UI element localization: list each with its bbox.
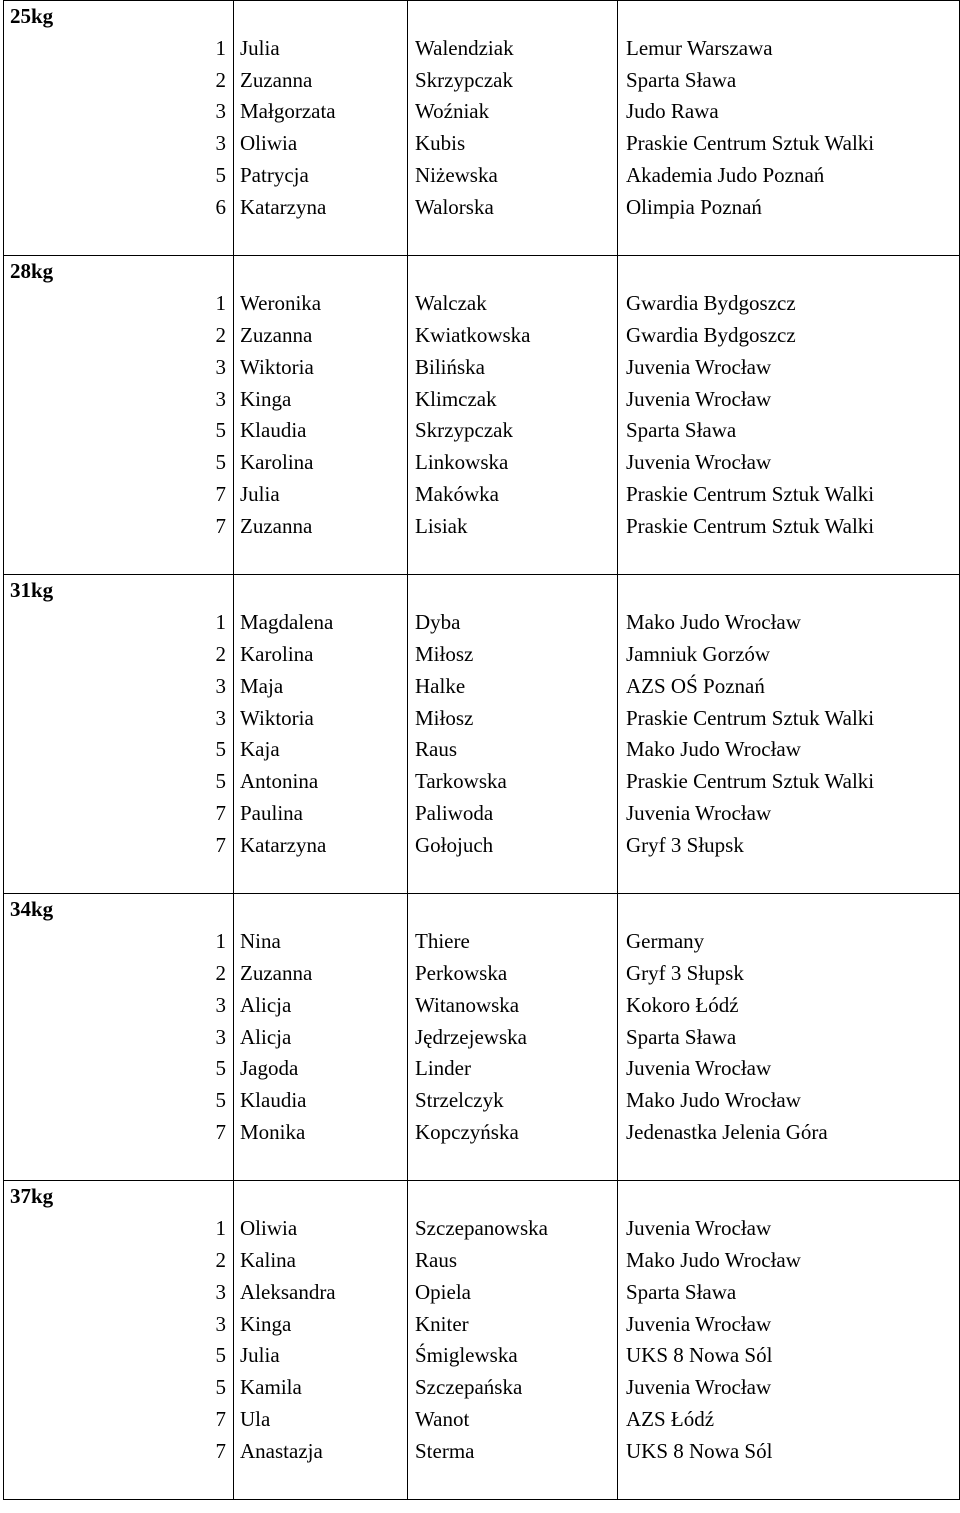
last-name: Perkowska [408, 958, 618, 990]
place-number: 5 [215, 737, 226, 762]
club-name: Mako Judo Wrocław [618, 607, 960, 639]
place-number: 1 [215, 610, 226, 635]
results-table [3, 0, 960, 1500]
club-name: Praskie Centrum Sztuk Walki [618, 128, 960, 160]
place-number: 3 [215, 1024, 226, 1049]
first-name: Katarzyna [234, 192, 408, 224]
result-row [4, 1022, 960, 1054]
category-header-row [4, 894, 960, 926]
last-name: Raus [408, 1245, 618, 1277]
category-header-row [4, 256, 960, 288]
category-spacer-row [4, 862, 960, 894]
empty-cell [4, 1149, 234, 1181]
first-name: Aleksandra [234, 1277, 408, 1309]
first-name: Kalina [234, 1245, 408, 1277]
first-name: Klaudia [234, 1085, 408, 1117]
place-cell [4, 65, 234, 97]
place-cell [4, 1053, 234, 1085]
result-row [4, 479, 960, 511]
first-name: Julia [234, 479, 408, 511]
result-row [4, 958, 960, 990]
empty-cell [618, 1149, 960, 1181]
last-name: Lisiak [408, 511, 618, 543]
first-name: Wiktoria [234, 352, 408, 384]
first-name: Jagoda [234, 1053, 408, 1085]
result-row [4, 607, 960, 639]
last-name: Bilińska [408, 352, 618, 384]
first-name: Julia [234, 33, 408, 65]
place-cell [4, 1340, 234, 1372]
place-number: 1 [215, 35, 226, 60]
last-name: Makówka [408, 479, 618, 511]
last-name: Kniter [408, 1309, 618, 1341]
place-number: 3 [215, 1279, 226, 1304]
empty-cell [234, 1468, 408, 1500]
result-row [4, 1117, 960, 1149]
club-name: Akademia Judo Poznań [618, 160, 960, 192]
club-name: Praskie Centrum Sztuk Walki [618, 766, 960, 798]
empty-cell [234, 256, 408, 288]
club-name: Praskie Centrum Sztuk Walki [618, 479, 960, 511]
last-name: Kubis [408, 128, 618, 160]
result-row [4, 766, 960, 798]
result-row [4, 1245, 960, 1277]
place-cell [4, 447, 234, 479]
place-cell [4, 1117, 234, 1149]
place-cell [4, 288, 234, 320]
club-name: Sparta Sława [618, 415, 960, 447]
first-name: Monika [234, 1117, 408, 1149]
place-number: 5 [215, 1056, 226, 1081]
last-name: Klimczak [408, 384, 618, 416]
place-number: 3 [215, 705, 226, 730]
empty-cell [618, 256, 960, 288]
place-number: 3 [215, 131, 226, 156]
last-name: Opiela [408, 1277, 618, 1309]
club-name: Sparta Sława [618, 65, 960, 97]
result-row [4, 926, 960, 958]
place-cell [4, 1277, 234, 1309]
place-number: 1 [215, 1216, 226, 1241]
club-name: AZS OŚ Poznań [618, 671, 960, 703]
result-row [4, 1404, 960, 1436]
club-name: Juvenia Wrocław [618, 1309, 960, 1341]
empty-cell [408, 1149, 618, 1181]
last-name: Szczepańska [408, 1372, 618, 1404]
club-name: UKS 8 Nowa Sól [618, 1340, 960, 1372]
result-row [4, 33, 960, 65]
empty-cell [408, 575, 618, 607]
result-row [4, 703, 960, 735]
empty-cell [408, 1181, 618, 1213]
club-name: Sparta Sława [618, 1022, 960, 1054]
last-name: Woźniak [408, 96, 618, 128]
place-number: 3 [215, 354, 226, 379]
place-number: 6 [215, 194, 226, 219]
empty-cell [408, 256, 618, 288]
result-row [4, 65, 960, 97]
empty-cell [408, 543, 618, 575]
place-number: 3 [215, 99, 226, 124]
place-cell [4, 128, 234, 160]
club-name: Kokoro Łódź [618, 990, 960, 1022]
place-number: 2 [215, 322, 226, 347]
empty-cell [618, 575, 960, 607]
result-row [4, 128, 960, 160]
place-number: 7 [215, 513, 226, 538]
place-number: 5 [215, 450, 226, 475]
result-row [4, 1372, 960, 1404]
empty-cell [4, 224, 234, 256]
first-name: Alicja [234, 1022, 408, 1054]
result-row [4, 1053, 960, 1085]
first-name: Maja [234, 671, 408, 703]
first-name: Antonina [234, 766, 408, 798]
result-row [4, 1309, 960, 1341]
empty-cell [234, 1181, 408, 1213]
last-name: Walendziak [408, 33, 618, 65]
place-cell [4, 703, 234, 735]
place-number: 7 [215, 800, 226, 825]
first-name: Magdalena [234, 607, 408, 639]
last-name: Miłosz [408, 703, 618, 735]
last-name: Miłosz [408, 639, 618, 671]
first-name: Zuzanna [234, 958, 408, 990]
last-name: Niżewska [408, 160, 618, 192]
last-name: Wanot [408, 1404, 618, 1436]
place-cell [4, 671, 234, 703]
place-cell [4, 415, 234, 447]
category-spacer-row [4, 1149, 960, 1181]
club-name: Juvenia Wrocław [618, 1372, 960, 1404]
last-name: Linder [408, 1053, 618, 1085]
club-name: Juvenia Wrocław [618, 447, 960, 479]
place-cell [4, 1372, 234, 1404]
place-number: 2 [215, 641, 226, 666]
place-cell [4, 160, 234, 192]
club-name: Olimpia Poznań [618, 192, 960, 224]
category-label: 34kg [4, 894, 234, 926]
empty-cell [234, 894, 408, 926]
result-row [4, 990, 960, 1022]
result-row [4, 734, 960, 766]
last-name: Gołojuch [408, 830, 618, 862]
result-row [4, 1436, 960, 1468]
place-number: 5 [215, 1343, 226, 1368]
club-name: Jedenastka Jelenia Góra [618, 1117, 960, 1149]
results-table-body [4, 1, 960, 1500]
empty-cell [618, 1181, 960, 1213]
place-cell [4, 639, 234, 671]
first-name: Alicja [234, 990, 408, 1022]
place-number: 2 [215, 1248, 226, 1273]
result-row [4, 384, 960, 416]
first-name: Ula [234, 1404, 408, 1436]
result-row [4, 1340, 960, 1372]
last-name: Paliwoda [408, 798, 618, 830]
result-row [4, 511, 960, 543]
place-cell [4, 734, 234, 766]
category-header-row [4, 1181, 960, 1213]
result-row [4, 288, 960, 320]
place-number: 1 [215, 291, 226, 316]
club-name: Gryf 3 Słupsk [618, 830, 960, 862]
club-name: Judo Rawa [618, 96, 960, 128]
empty-cell [4, 862, 234, 894]
first-name: Kinga [234, 384, 408, 416]
last-name: Skrzypczak [408, 65, 618, 97]
place-cell [4, 384, 234, 416]
result-row [4, 1277, 960, 1309]
last-name: Dyba [408, 607, 618, 639]
empty-cell [4, 543, 234, 575]
empty-cell [234, 224, 408, 256]
place-number: 7 [215, 832, 226, 857]
club-name: Juvenia Wrocław [618, 798, 960, 830]
club-name: Praskie Centrum Sztuk Walki [618, 703, 960, 735]
club-name: Juvenia Wrocław [618, 1213, 960, 1245]
result-row [4, 352, 960, 384]
first-name: Kaja [234, 734, 408, 766]
club-name: Mako Judo Wrocław [618, 1245, 960, 1277]
last-name: Skrzypczak [408, 415, 618, 447]
first-name: Oliwia [234, 1213, 408, 1245]
place-number: 7 [215, 1119, 226, 1144]
place-cell [4, 990, 234, 1022]
club-name: Lemur Warszawa [618, 33, 960, 65]
last-name: Tarkowska [408, 766, 618, 798]
first-name: Katarzyna [234, 830, 408, 862]
club-name: UKS 8 Nowa Sól [618, 1436, 960, 1468]
empty-cell [408, 862, 618, 894]
category-label: 28kg [4, 256, 234, 288]
empty-cell [618, 224, 960, 256]
result-row [4, 320, 960, 352]
result-row [4, 160, 960, 192]
club-name: Sparta Sława [618, 1277, 960, 1309]
place-cell [4, 479, 234, 511]
category-spacer-row [4, 1468, 960, 1500]
place-cell [4, 33, 234, 65]
club-name: Praskie Centrum Sztuk Walki [618, 511, 960, 543]
club-name: Juvenia Wrocław [618, 352, 960, 384]
club-name: Juvenia Wrocław [618, 1053, 960, 1085]
empty-cell [234, 1149, 408, 1181]
last-name: Walorska [408, 192, 618, 224]
first-name: Anastazja [234, 1436, 408, 1468]
place-cell [4, 766, 234, 798]
place-number: 7 [215, 481, 226, 506]
place-cell [4, 1085, 234, 1117]
place-number: 7 [215, 1407, 226, 1432]
result-row [4, 1213, 960, 1245]
club-name: Gwardia Bydgoszcz [618, 320, 960, 352]
place-number: 7 [215, 1438, 226, 1463]
result-row [4, 447, 960, 479]
category-spacer-row [4, 224, 960, 256]
last-name: Walczak [408, 288, 618, 320]
club-name: Juvenia Wrocław [618, 384, 960, 416]
place-cell [4, 96, 234, 128]
last-name: Sterma [408, 1436, 618, 1468]
first-name: Karolina [234, 447, 408, 479]
result-row [4, 1085, 960, 1117]
last-name: Jędrzejewska [408, 1022, 618, 1054]
first-name: Weronika [234, 288, 408, 320]
empty-cell [618, 543, 960, 575]
club-name: Germany [618, 926, 960, 958]
place-cell [4, 352, 234, 384]
empty-cell [234, 543, 408, 575]
place-number: 5 [215, 1088, 226, 1113]
place-number: 1 [215, 929, 226, 954]
place-cell [4, 830, 234, 862]
result-row [4, 671, 960, 703]
last-name: Witanowska [408, 990, 618, 1022]
empty-cell [408, 1468, 618, 1500]
category-label: 37kg [4, 1181, 234, 1213]
place-cell [4, 192, 234, 224]
place-cell [4, 511, 234, 543]
empty-cell [234, 862, 408, 894]
category-label: 31kg [4, 575, 234, 607]
place-number: 3 [215, 386, 226, 411]
empty-cell [408, 1, 618, 33]
club-name: Jamniuk Gorzów [618, 639, 960, 671]
place-cell [4, 320, 234, 352]
place-number: 5 [215, 162, 226, 187]
first-name: Zuzanna [234, 65, 408, 97]
first-name: Zuzanna [234, 320, 408, 352]
last-name: Strzelczyk [408, 1085, 618, 1117]
place-cell [4, 607, 234, 639]
first-name: Paulina [234, 798, 408, 830]
first-name: Klaudia [234, 415, 408, 447]
place-number: 5 [215, 769, 226, 794]
place-cell [4, 1213, 234, 1245]
empty-cell [408, 894, 618, 926]
first-name: Patrycja [234, 160, 408, 192]
place-cell [4, 1022, 234, 1054]
place-cell [4, 798, 234, 830]
club-name: Mako Judo Wrocław [618, 734, 960, 766]
first-name: Małgorzata [234, 96, 408, 128]
club-name: Mako Judo Wrocław [618, 1085, 960, 1117]
place-cell [4, 958, 234, 990]
empty-cell [618, 1468, 960, 1500]
empty-cell [618, 894, 960, 926]
empty-cell [234, 1, 408, 33]
place-number: 2 [215, 960, 226, 985]
last-name: Thiere [408, 926, 618, 958]
place-cell [4, 1245, 234, 1277]
empty-cell [408, 224, 618, 256]
place-number: 5 [215, 418, 226, 443]
first-name: Karolina [234, 639, 408, 671]
place-cell [4, 1436, 234, 1468]
place-number: 2 [215, 67, 226, 92]
category-spacer-row [4, 543, 960, 575]
place-cell [4, 1404, 234, 1436]
first-name: Zuzanna [234, 511, 408, 543]
result-row [4, 415, 960, 447]
category-header-row [4, 1, 960, 33]
result-row [4, 639, 960, 671]
last-name: Kopczyńska [408, 1117, 618, 1149]
category-label: 25kg [4, 1, 234, 33]
empty-cell [234, 575, 408, 607]
place-number: 3 [215, 673, 226, 698]
result-row [4, 192, 960, 224]
first-name: Julia [234, 1340, 408, 1372]
first-name: Nina [234, 926, 408, 958]
empty-cell [618, 862, 960, 894]
last-name: Śmiglewska [408, 1340, 618, 1372]
first-name: Kamila [234, 1372, 408, 1404]
first-name: Kinga [234, 1309, 408, 1341]
place-number: 3 [215, 992, 226, 1017]
place-cell [4, 926, 234, 958]
result-row [4, 798, 960, 830]
first-name: Oliwia [234, 128, 408, 160]
last-name: Raus [408, 734, 618, 766]
empty-cell [4, 1468, 234, 1500]
club-name: Gwardia Bydgoszcz [618, 288, 960, 320]
last-name: Szczepanowska [408, 1213, 618, 1245]
last-name: Linkowska [408, 447, 618, 479]
last-name: Kwiatkowska [408, 320, 618, 352]
result-row [4, 96, 960, 128]
place-number: 5 [215, 1375, 226, 1400]
first-name: Wiktoria [234, 703, 408, 735]
last-name: Halke [408, 671, 618, 703]
club-name: AZS Łódź [618, 1404, 960, 1436]
empty-cell [618, 1, 960, 33]
category-header-row [4, 575, 960, 607]
place-cell [4, 1309, 234, 1341]
place-number: 3 [215, 1311, 226, 1336]
club-name: Gryf 3 Słupsk [618, 958, 960, 990]
result-row [4, 830, 960, 862]
